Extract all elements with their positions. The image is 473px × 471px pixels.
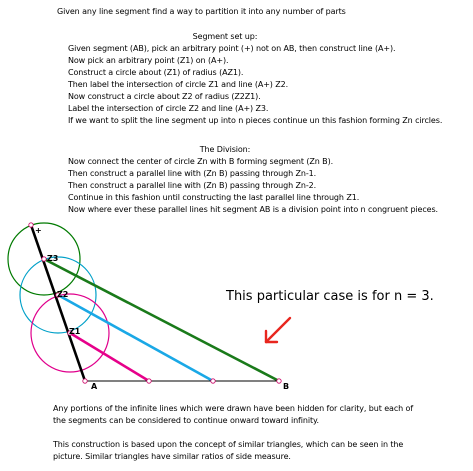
- footer-line: This construction is based upon the concept of similar triangles, which can be seen in the: [53, 440, 404, 449]
- setup-line: Given segment (AB), pick an arbitrary point (+) not on AB, then construct line (A+).: [68, 44, 396, 53]
- red-arrow-icon: [266, 318, 290, 342]
- point-plus: [29, 223, 33, 227]
- division-line: Now connect the center of circle Zn with B forming segment (Zn B).: [68, 157, 334, 166]
- division-line: Continue in this fashion until constructing the last parallel line through Z1.: [68, 193, 360, 202]
- label-z1: Z1: [69, 327, 81, 336]
- setup-line: Label the intersection of circle Z2 and line (A+) Z3.: [68, 104, 269, 113]
- footer-line: Any portions of the infinite lines which were drawn have been hidden for clarity, but each of: [53, 404, 414, 413]
- setup-line: Now construct a circle about Z2 of radius (Z2Z1).: [68, 92, 261, 101]
- setup-line: Construct a circle about (Z1) of radius (AZ1).: [68, 68, 244, 77]
- label-b: B: [283, 382, 290, 391]
- point-a: [83, 379, 87, 383]
- point-div1: [147, 379, 151, 383]
- setup-heading: Segment set up:: [192, 32, 258, 41]
- label-a: A: [91, 382, 98, 391]
- footer-line: the segments can be considered to continue onward toward infinity.: [53, 416, 319, 425]
- division-heading: The Division:: [199, 145, 251, 154]
- setup-line: If we want to split the line segment up into n pieces continue un this fashion forming Zn circles.: [68, 116, 443, 125]
- division-line: Then construct a parallel line with (Zn B) passing through Zn-2.: [68, 181, 317, 190]
- division-line: Now where ever these parallel lines hit segment AB is a division point into n congruent pieces.: [68, 205, 439, 214]
- point-z3: [42, 257, 46, 261]
- label-z2: Z2: [57, 290, 69, 299]
- setup-line: Then label the intersection of circle Z1 and line (A+) Z2.: [68, 80, 289, 89]
- division-line: Then construct a parallel line with (Zn B) passing through Zn-1.: [68, 169, 317, 178]
- point-b: [277, 379, 281, 383]
- case-callout: This particular case is for n = 3.: [226, 289, 434, 304]
- label-plus: +: [35, 226, 42, 235]
- setup-line: Now pick an arbitrary point (Z1) on (A+).: [68, 56, 229, 65]
- page-title: Given any line segment find a way to partition it into any number of parts: [57, 7, 346, 16]
- point-div2: [211, 379, 215, 383]
- footer-line: picture. Similar triangles have similar ratios of side measure.: [53, 452, 291, 461]
- label-z3: Z3: [47, 254, 59, 263]
